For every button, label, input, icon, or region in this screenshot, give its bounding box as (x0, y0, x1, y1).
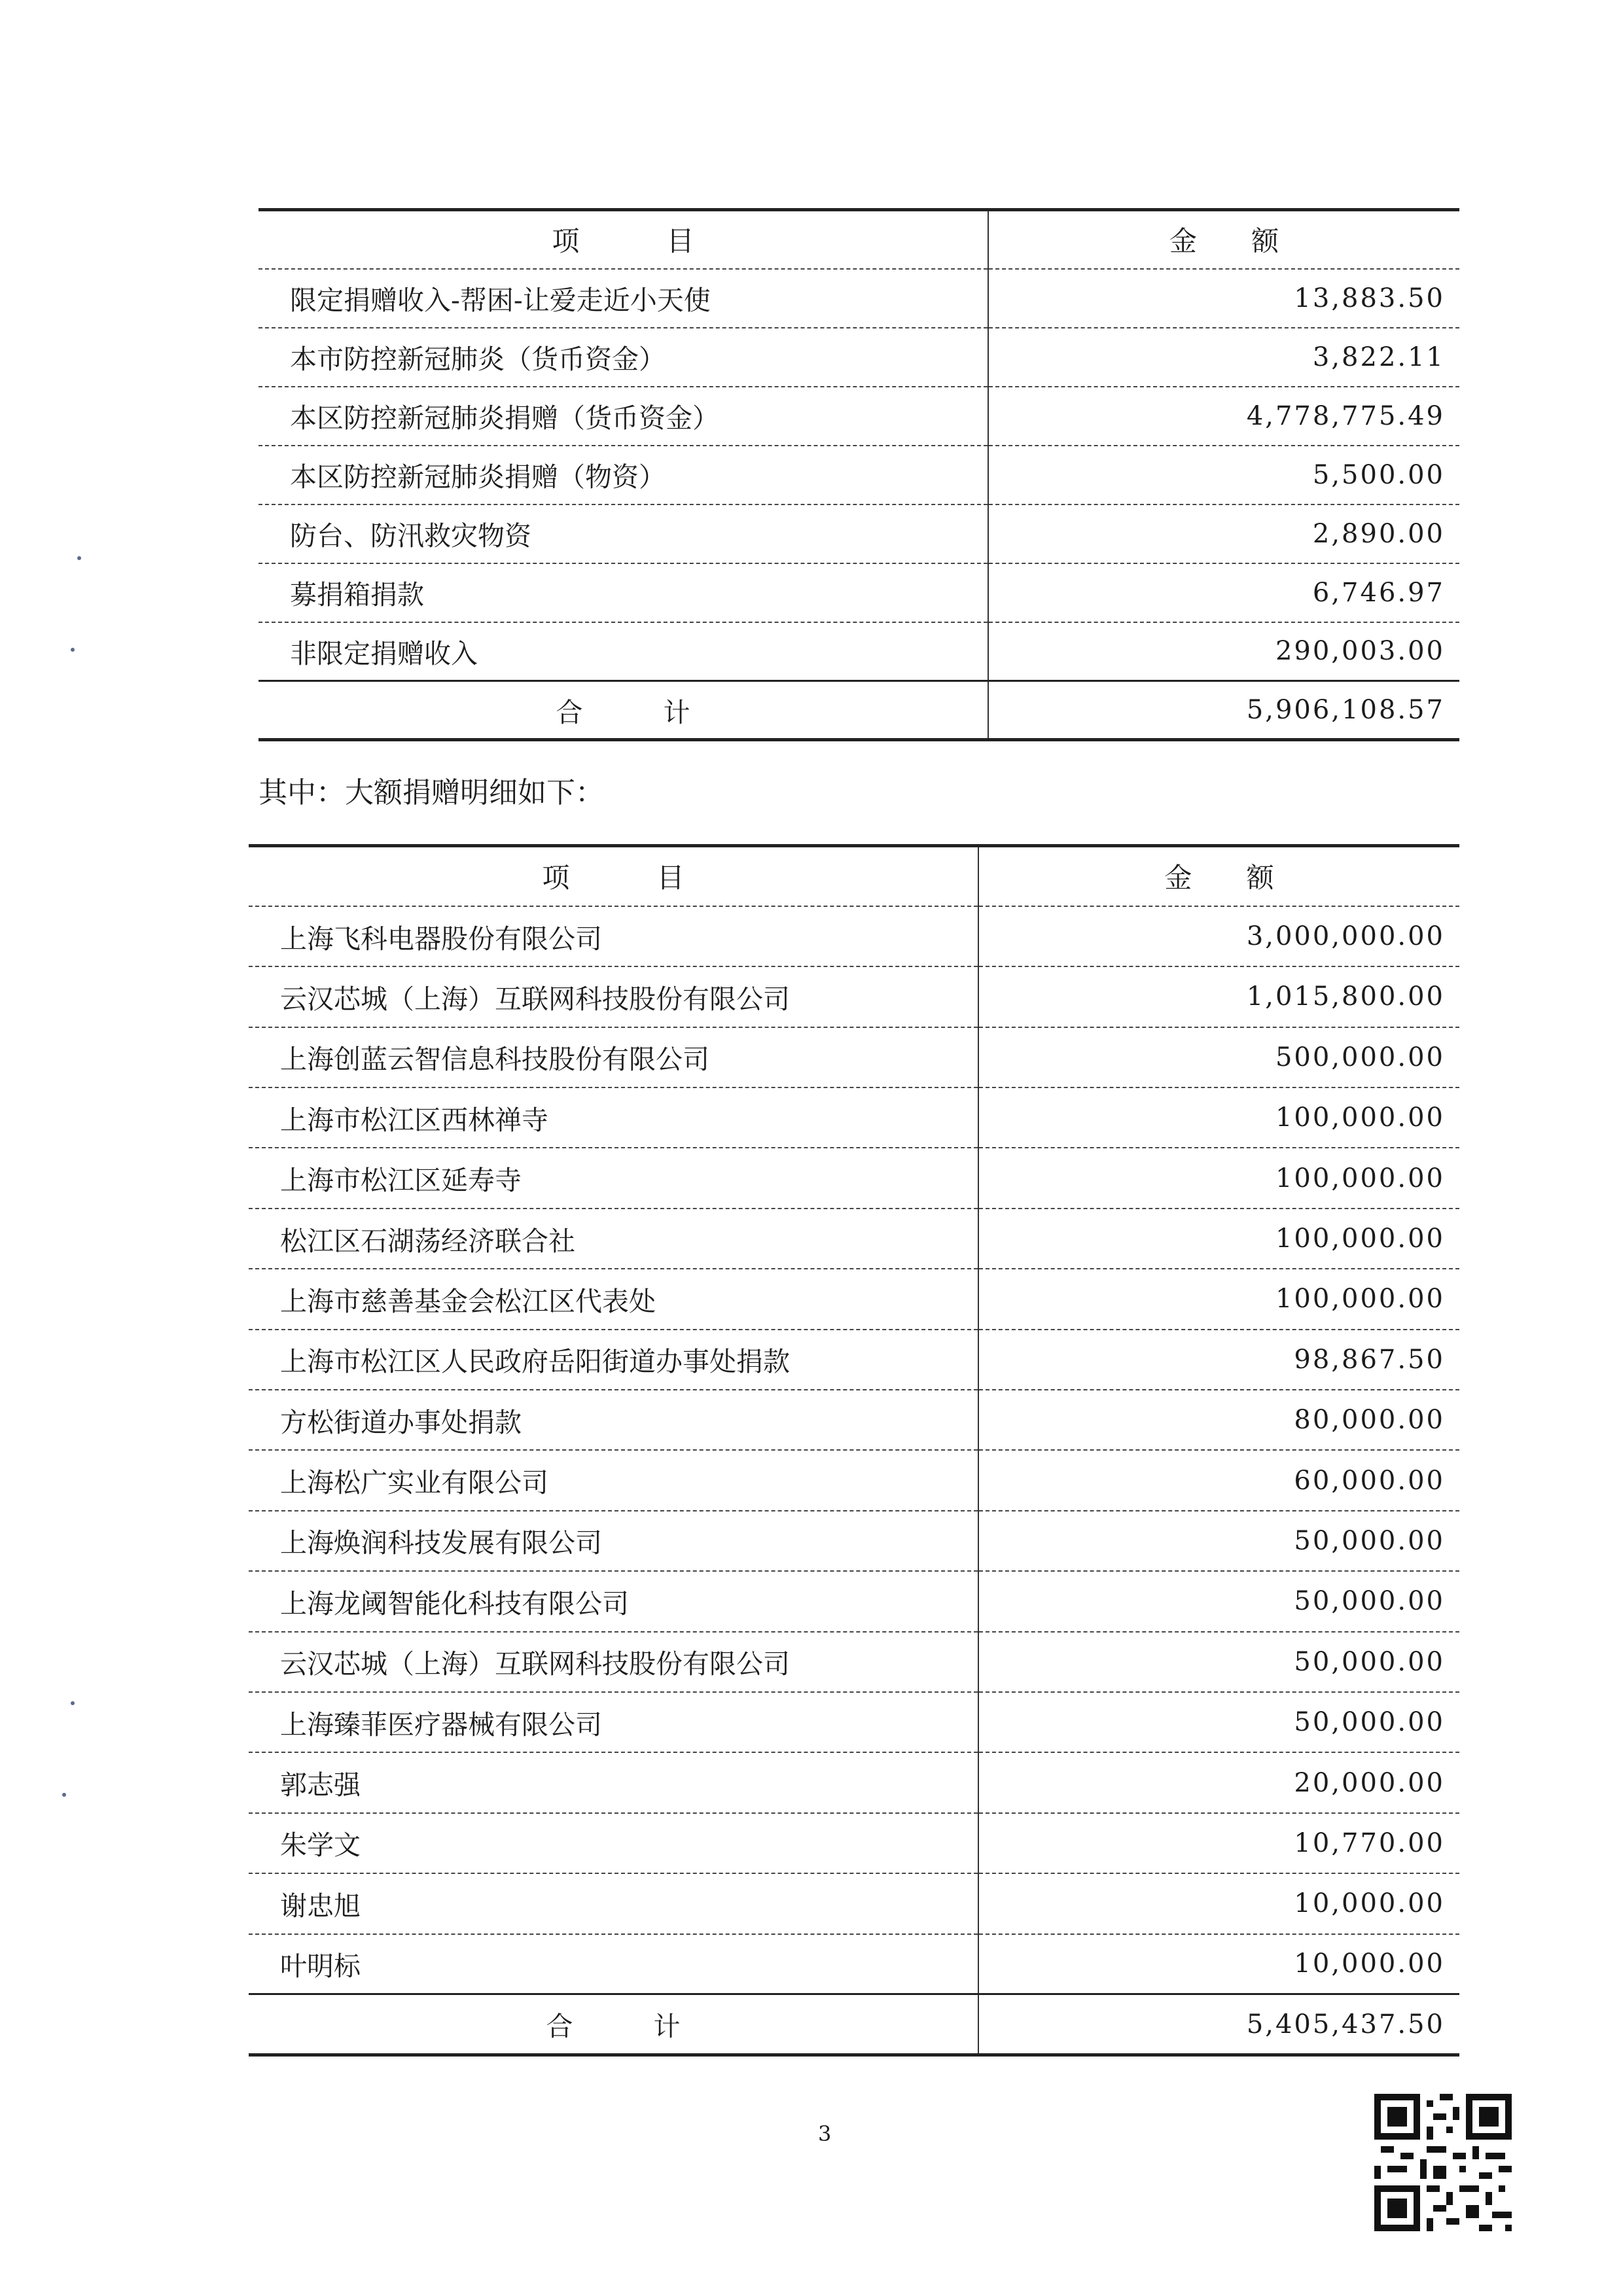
table-row (249, 1269, 1459, 1329)
table-row (258, 387, 1459, 446)
row-amount: 100,000.00 (978, 1087, 1459, 1148)
row-amount: 100,000.00 (978, 1269, 1459, 1329)
row-item: 上海市松江区西林禅寺 (280, 1104, 548, 1136)
row-amount: 100,000.00 (978, 1148, 1459, 1208)
row-amount: 1,015,800.00 (978, 966, 1459, 1027)
row-amount: 10,770.00 (978, 1813, 1459, 1873)
row-amount: 60,000.00 (978, 1450, 1459, 1510)
table-row (258, 446, 1459, 504)
row-item: 防台、防汛救灾物资 (290, 520, 531, 552)
row-item: 叶明标 (280, 1950, 361, 1982)
table-row (258, 269, 1459, 328)
row-amount: 80,000.00 (978, 1390, 1459, 1450)
row-amount: 3,000,000.00 (978, 906, 1459, 966)
row-item: 朱学文 (280, 1829, 361, 1862)
row-amount: 50,000.00 (978, 1692, 1459, 1752)
row-item: 方松街道办事处捐款 (280, 1406, 522, 1438)
row-item: 上海飞科电器股份有限公司 (280, 923, 602, 955)
page-number: 3 (818, 2121, 832, 2146)
table-row (249, 1148, 1459, 1208)
total-label: 合 计 (556, 696, 690, 728)
table-row (249, 1390, 1459, 1450)
header-amount: 金 额 (988, 210, 1459, 269)
large-donation-note: 其中：大额捐赠明细如下： (258, 776, 604, 809)
table-row (249, 1450, 1459, 1510)
table-row (249, 1813, 1459, 1873)
row-amount: 500,000.00 (978, 1027, 1459, 1087)
row-item: 限定捐赠收入-帮困-让爱走近小天使 (290, 285, 711, 316)
header-amount: 金 额 (978, 846, 1459, 906)
table-row (249, 1934, 1459, 1994)
scan-speck (71, 1701, 75, 1705)
row-amount: 50,000.00 (978, 1511, 1459, 1571)
scan-speck (71, 648, 75, 652)
table-row (258, 328, 1459, 387)
table-row (258, 622, 1459, 681)
row-amount: 5,500.00 (988, 446, 1459, 504)
row-amount: 4,778,775.49 (988, 387, 1459, 446)
row-amount: 50,000.00 (978, 1632, 1459, 1692)
row-item: 上海市松江区延寿寺 (280, 1165, 522, 1197)
row-amount: 3,822.11 (988, 328, 1459, 387)
donation-summary-table (258, 208, 1459, 741)
table-header-row (249, 846, 1459, 906)
table-row (249, 1511, 1459, 1571)
row-item: 募捐箱捐款 (290, 579, 424, 610)
row-item: 上海市慈善基金会松江区代表处 (280, 1285, 656, 1317)
total-label: 合 计 (546, 2011, 681, 2043)
row-item: 本区防控新冠肺炎捐赠（物资） (290, 461, 666, 493)
table-header-row (258, 210, 1459, 269)
total-row (258, 681, 1459, 740)
table-row (249, 1027, 1459, 1087)
row-item: 上海创蓝云智信息科技股份有限公司 (280, 1044, 709, 1076)
row-item: 本市防控新冠肺炎（货币资金） (290, 344, 666, 375)
row-amount: 2,890.00 (988, 504, 1459, 563)
row-item: 上海焕润科技发展有限公司 (280, 1527, 602, 1559)
scan-speck (62, 1793, 66, 1797)
row-amount: 50,000.00 (978, 1571, 1459, 1631)
table-row (258, 504, 1459, 563)
row-item: 上海松广实业有限公司 (280, 1467, 548, 1499)
row-amount: 98,867.50 (978, 1330, 1459, 1390)
row-item: 本区防控新冠肺炎捐赠（货币资金） (290, 402, 719, 434)
row-item: 谢忠旭 (280, 1890, 361, 1922)
row-item: 郭志强 (280, 1769, 361, 1801)
table-row (249, 1692, 1459, 1752)
table-row (249, 1571, 1459, 1631)
table-row (249, 1873, 1459, 1934)
row-item: 松江区石湖荡经济联合社 (280, 1225, 575, 1257)
row-item: 上海臻菲医疗器械有限公司 (280, 1708, 602, 1740)
row-item: 云汉芯城（上海）互联网科技股份有限公司 (280, 983, 790, 1015)
row-item: 上海龙阈智能化科技有限公司 (280, 1587, 629, 1619)
qr-code-icon (1374, 2094, 1512, 2231)
total-row (249, 1994, 1459, 2055)
header-item: 项 目 (542, 862, 685, 894)
row-amount: 100,000.00 (978, 1209, 1459, 1269)
row-item: 非限定捐赠收入 (290, 637, 478, 669)
table-row (249, 1209, 1459, 1269)
row-amount: 10,000.00 (978, 1934, 1459, 1994)
total-amount: 5,906,108.57 (988, 681, 1459, 740)
row-amount: 20,000.00 (978, 1752, 1459, 1812)
table-row (249, 966, 1459, 1027)
header-item: 项 目 (552, 225, 694, 258)
scan-speck (77, 556, 81, 560)
table-row (258, 563, 1459, 622)
table-row (249, 1330, 1459, 1390)
row-amount: 10,000.00 (978, 1873, 1459, 1934)
total-amount: 5,405,437.50 (978, 1994, 1459, 2055)
large-donation-table (249, 844, 1459, 2057)
table-row (249, 1087, 1459, 1148)
row-amount: 6,746.97 (988, 563, 1459, 622)
table-row (249, 906, 1459, 966)
row-amount: 290,003.00 (988, 622, 1459, 681)
table-row (249, 1632, 1459, 1692)
row-amount: 13,883.50 (988, 269, 1459, 328)
table-row (249, 1752, 1459, 1812)
row-item: 云汉芯城（上海）互联网科技股份有限公司 (280, 1648, 790, 1680)
row-item: 上海市松江区人民政府岳阳街道办事处捐款 (280, 1346, 790, 1378)
